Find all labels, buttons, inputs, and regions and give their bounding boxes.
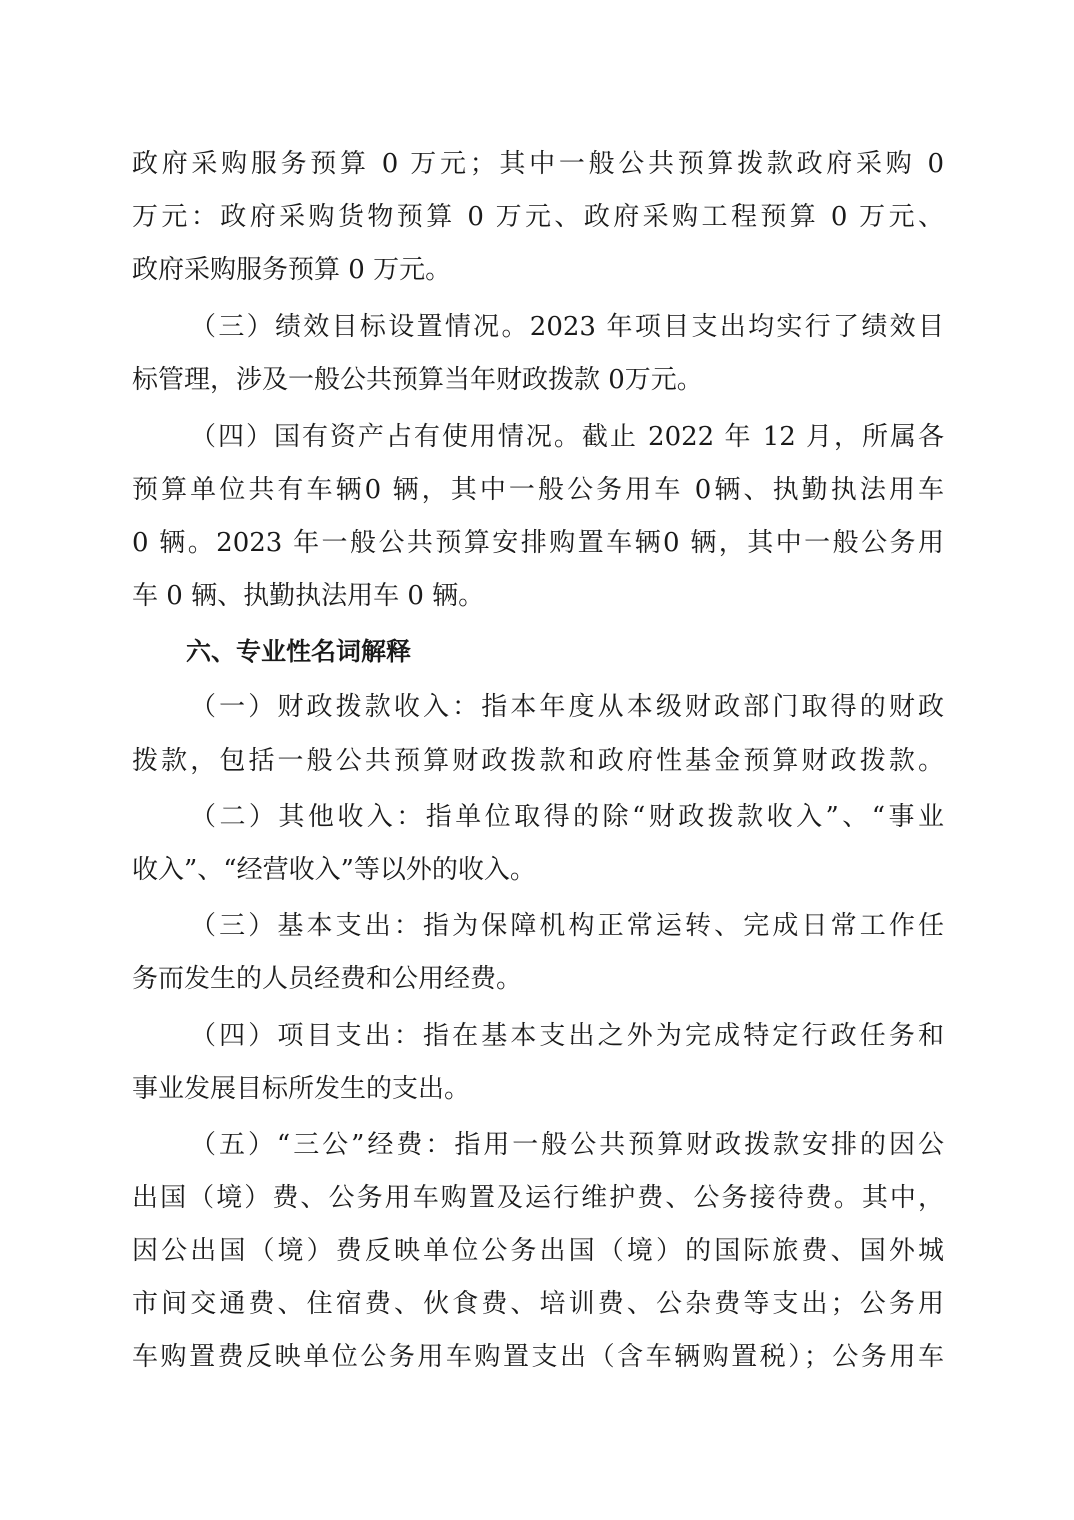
text-line: 收入”、“经营收入”等以外的收入。 — [132, 855, 536, 885]
text-line: （三）绩效目标设置情况。2023 年项目支出均实行了绩效目 — [190, 312, 944, 342]
text-line: 车购置费反映单位公务用车购置支出（含车辆购置税）；公务用车 — [132, 1342, 944, 1372]
text-line: （四）项目支出：指在基本支出之外为完成特定行政任务和 — [190, 1021, 944, 1051]
text-line: （二）其他收入：指单位取得的除“财政拨款收入”、“事业 — [190, 802, 944, 832]
text-line: 万元：政府采购货物预算 0 万元、政府采购工程预算 0 万元、 — [132, 202, 944, 232]
text-line: 政府采购服务预算 0 万元。 — [132, 255, 452, 285]
text-line: 标管理，涉及一般公共预算当年财政拨款 0万元。 — [132, 365, 703, 395]
section-heading: 六、专业性名词解释 — [186, 637, 412, 666]
text-line: 因公出国（境）费反映单位公务出国（境）的国际旅费、国外城 — [132, 1236, 944, 1266]
text-line: 预算单位共有车辆0 辆，其中一般公务用车 0辆、执勤执法用车 — [132, 475, 944, 505]
text-line: 政府采购服务预算 0 万元；其中一般公共预算拨款政府采购 0 — [132, 149, 944, 179]
text-line: 事业发展目标所发生的支出。 — [132, 1074, 471, 1104]
text-line: （三）基本支出：指为保障机构正常运转、完成日常工作任 — [190, 911, 944, 941]
text-line: （一）财政拨款收入：指本年度从本级财政部门取得的财政 — [190, 692, 944, 722]
text-line: 务而发生的人员经费和公用经费。 — [132, 964, 523, 994]
text-line: （五）“三公”经费：指用一般公共预算财政拨款安排的因公 — [190, 1130, 944, 1160]
text-line: 拨款，包括一般公共预算财政拨款和政府性基金预算财政拨款。 — [132, 746, 944, 776]
text-line: 市间交通费、住宿费、伙食费、培训费、公杂费等支出；公务用 — [132, 1289, 944, 1319]
text-line: 车 0 辆、执勤执法用车 0 辆。 — [132, 581, 485, 611]
text-line: 0 辆。2023 年一般公共预算安排购置车辆0 辆，其中一般公务用 — [132, 528, 944, 558]
text-line: （四）国有资产占有使用情况。截止 2022 年 12 月，所属各 — [190, 422, 944, 452]
text-line: 出国（境）费、公务用车购置及运行维护费、公务接待费。其中， — [132, 1183, 944, 1213]
